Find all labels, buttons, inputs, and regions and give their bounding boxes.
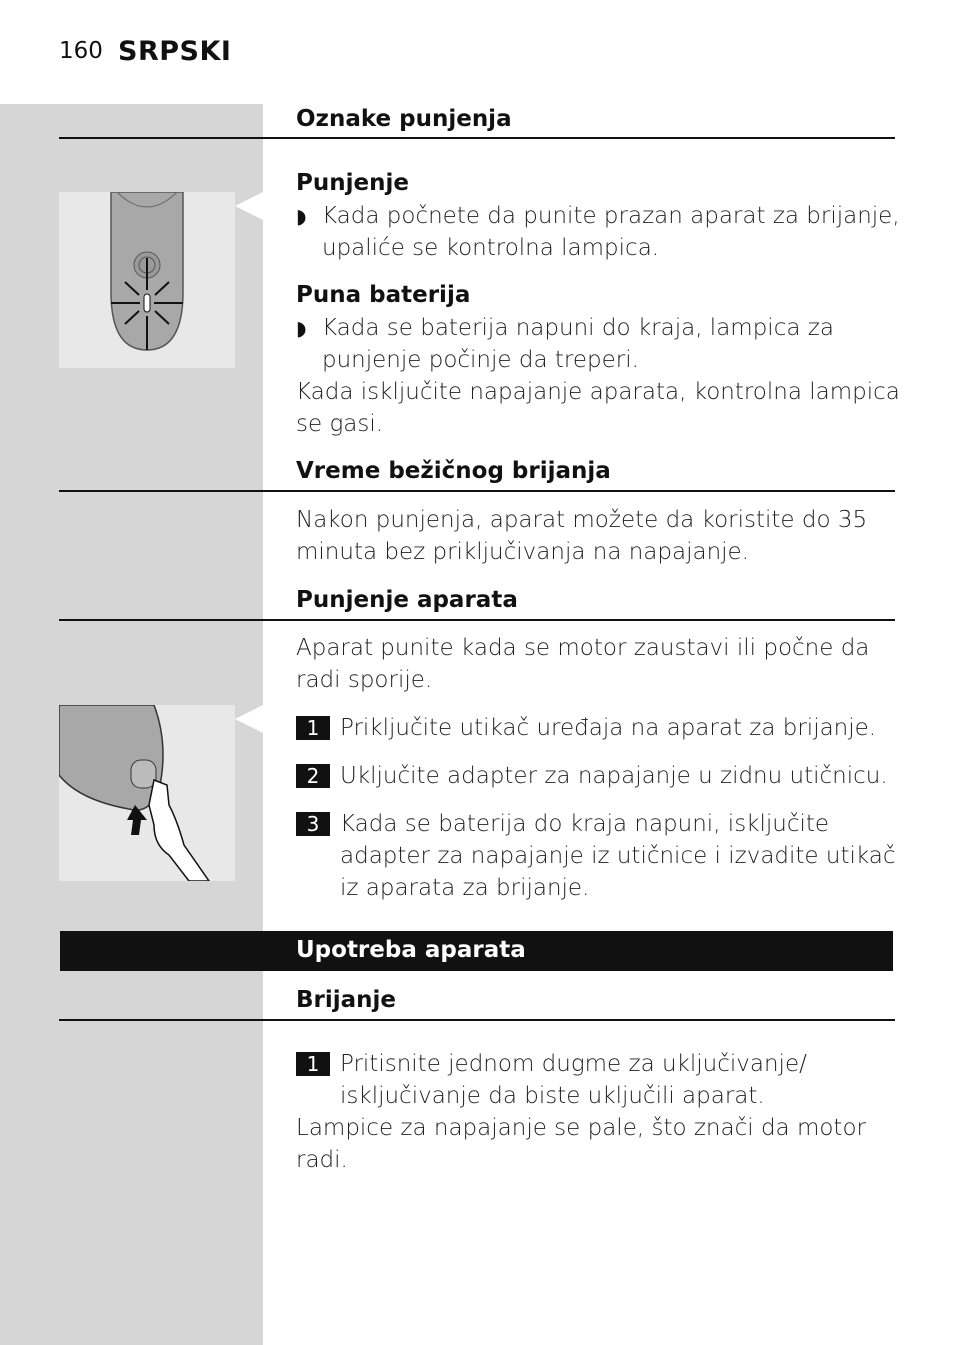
- step-text: Priključite utikač uređaja na aparat za brijanje.: [340, 715, 877, 741]
- divider: [59, 1019, 895, 1021]
- language-heading: SRPSKI: [118, 36, 232, 67]
- charging-bullet-text: Kada počnete da punite prazan aparat za brijanje, upaliće se kontrolna lampica.: [322, 203, 900, 261]
- shaving-note: Lampice za napajanje se pale, što znači da motor radi.: [296, 1115, 866, 1173]
- step-text: Pritisnite jednom dugme za uključivanje/ isključivanje da biste uključili aparat.: [340, 1051, 807, 1109]
- plug-in-illustration: [59, 705, 235, 881]
- bullet-icon: ◗: [296, 316, 307, 340]
- pointer-arrow: [235, 192, 263, 220]
- full-battery-bullet-text: Kada se baterija napuni do kraja, lampica za punjenje počinje da treperi.: [322, 315, 834, 373]
- section-heading-cordless: Vreme bežičnog brijanja: [296, 458, 611, 484]
- divider: [59, 137, 895, 139]
- full-battery-note: Kada isključite napajanje aparata, kontrolna lampica se gasi.: [296, 379, 900, 437]
- bullet-icon: ◗: [296, 204, 307, 228]
- step-number: 3: [296, 812, 330, 836]
- page-number: 160: [59, 38, 103, 64]
- section-banner-title: Upotreba aparata: [296, 937, 526, 963]
- subheading-full-battery: Puna baterija: [296, 282, 471, 308]
- subheading-charging: Punjenje: [296, 170, 409, 196]
- step-number: 2: [296, 764, 330, 788]
- section-heading-shaving: Brijanje: [296, 987, 397, 1013]
- step-text: Kada se baterija do kraja napuni, isključite adapter za napajanje iz utičnice i izvadite utikač iz aparata za brijanje.: [340, 811, 896, 901]
- step-text: Uključite adapter za napajanje u zidnu utičnicu.: [340, 763, 888, 789]
- section-heading-charge-indications: Oznake punjenja: [296, 106, 512, 132]
- shaver-light-illustration: [59, 192, 235, 368]
- section-heading-charging-appliance: Punjenje aparata: [296, 587, 518, 613]
- charging-appliance-text: Aparat punite kada se motor zaustavi ili počne da radi sporije.: [296, 635, 870, 693]
- step-number: 1: [296, 716, 330, 740]
- step-number: 1: [296, 1052, 330, 1076]
- divider: [59, 619, 895, 621]
- pointer-arrow: [235, 705, 263, 733]
- divider: [59, 490, 895, 492]
- section-banner-using: [60, 931, 893, 971]
- cordless-text: Nakon punjenja, aparat možete da koristite do 35 minuta bez priključivanja na napajanje.: [296, 507, 868, 565]
